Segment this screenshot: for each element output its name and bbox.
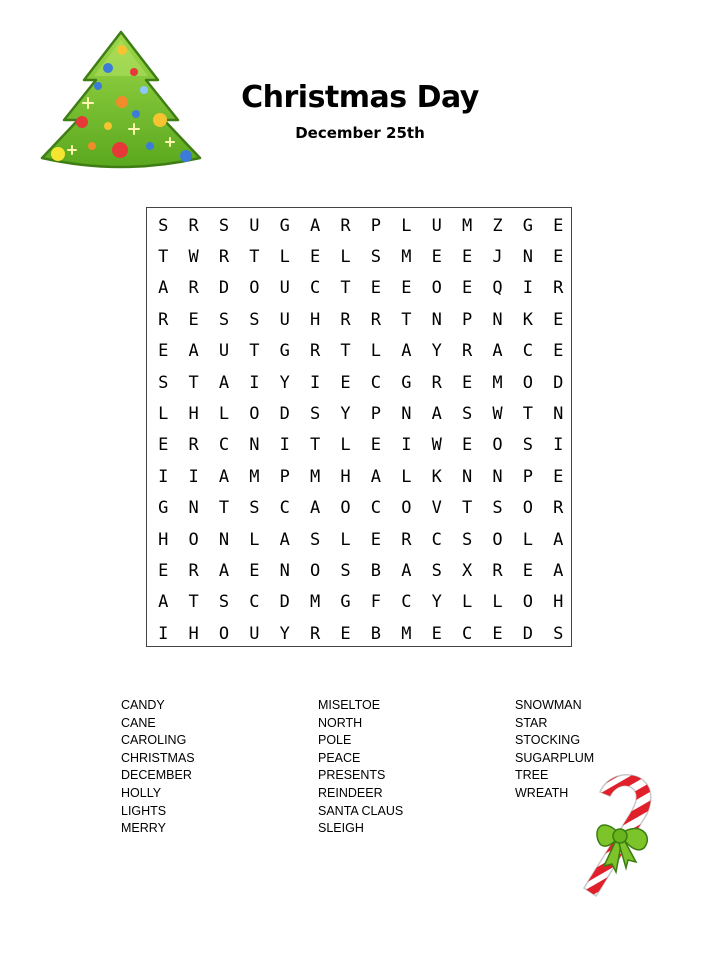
word-list-item: MISELTOE (318, 698, 381, 712)
grid-letter: C (310, 278, 321, 299)
grid-letter: R (370, 309, 382, 330)
grid-letter: L (218, 404, 230, 425)
grid-letter: U (249, 623, 260, 644)
grid-letter: N (188, 498, 199, 519)
grid-letter: L (340, 247, 351, 268)
grid-letter: A (158, 592, 169, 613)
grid-letter: A (218, 560, 230, 581)
grid-letter: E (431, 623, 442, 644)
grid-letter: E (553, 215, 564, 236)
grid-letter: L (492, 592, 503, 613)
grid-letter: O (431, 278, 442, 299)
grid-letter: Y (431, 592, 442, 613)
grid-letter: E (158, 560, 169, 581)
grid-letter: A (188, 341, 199, 362)
grid-letter: E (158, 435, 169, 456)
grid-letter: U (218, 341, 230, 362)
grid-letter: E (370, 278, 382, 299)
grid-letter: O (249, 278, 260, 299)
grid-letter: S (218, 309, 230, 330)
word-list-item: LIGHTS (121, 803, 167, 818)
grid-letter: E (461, 435, 473, 456)
grid-letter: D (279, 404, 290, 425)
grid-letter: L (340, 529, 351, 550)
grid-letter: O (188, 529, 199, 550)
grid-letter: G (279, 341, 290, 362)
grid-letter: S (310, 404, 321, 425)
grid-letter: A (279, 529, 290, 550)
word-list-item: REINDEER (318, 785, 383, 800)
grid-letter: I (158, 623, 169, 644)
word-list-item: PRESENTS (318, 768, 386, 783)
grid-letter: O (522, 592, 533, 613)
word-list-item: PEACE (318, 750, 361, 765)
grid-letter: C (522, 341, 533, 362)
grid-letter: A (218, 372, 230, 393)
grid-letter: A (310, 215, 321, 236)
grid-letter: E (461, 247, 473, 268)
grid-letter: S (461, 529, 473, 550)
grid-letter: L (279, 247, 290, 268)
word-list-item: CHRISTMAS (121, 750, 195, 765)
grid-letter: S (370, 247, 382, 268)
word-list-item: CANE (121, 715, 156, 730)
word-list-item: CANDY (121, 698, 165, 712)
grid-letter: L (249, 529, 260, 550)
grid-letter: A (310, 498, 321, 519)
word-list-item: SNOWMAN (515, 698, 582, 712)
grid-letter: M (461, 215, 473, 236)
grid-letter: T (461, 498, 473, 519)
word-list-item: WREATH (515, 785, 569, 800)
grid-letter: T (401, 309, 412, 330)
grid-letter: B (370, 623, 382, 644)
word-list-item: MERRY (121, 821, 166, 836)
grid-letter: I (158, 466, 169, 487)
grid-letter: I (279, 435, 290, 456)
grid-letter: U (431, 215, 442, 236)
grid-letter: S (310, 529, 321, 550)
grid-letter: S (431, 560, 442, 581)
word-search-grid (146, 207, 572, 647)
grid-letter: E (370, 529, 382, 550)
grid-letter: H (553, 592, 564, 613)
grid-letter: E (431, 247, 442, 268)
grid-letter: E (158, 341, 169, 362)
grid-letter: T (188, 372, 199, 393)
grid-letter: N (279, 560, 290, 581)
grid-letter: Y (279, 623, 290, 644)
grid-letter: Z (492, 215, 503, 236)
word-list-item: DECEMBER (121, 768, 192, 783)
word-list-column-2 (318, 697, 403, 838)
grid-letter: S (158, 372, 169, 393)
grid-letter: P (279, 466, 290, 487)
word-list-item: TREE (515, 768, 549, 783)
grid-letter: O (522, 498, 533, 519)
grid-letter: I (522, 278, 533, 299)
grid-letter: Y (431, 341, 442, 362)
grid-letter: P (370, 215, 382, 236)
grid-letter: R (492, 560, 503, 581)
grid-letter: A (553, 529, 564, 550)
grid-letter: R (188, 278, 199, 299)
grid-letter: J (492, 247, 503, 268)
grid-letter: N (431, 309, 442, 330)
grid-letter: N (522, 247, 533, 268)
grid-letter: A (431, 404, 442, 425)
grid-letter: L (370, 341, 382, 362)
word-list-item: NORTH (318, 715, 363, 730)
grid-letter: E (188, 309, 199, 330)
grid-letter: O (522, 372, 533, 393)
grid-letter: R (188, 215, 199, 236)
grid-letter: O (218, 623, 230, 644)
grid-letter: E (461, 372, 473, 393)
grid-letter: N (218, 529, 230, 550)
grid-letter: D (218, 278, 230, 299)
grid-letter: D (522, 623, 533, 644)
grid-letter: H (158, 529, 169, 550)
grid-letter: S (461, 404, 473, 425)
grid-letter: G (401, 372, 412, 393)
grid-letter: G (158, 498, 169, 519)
grid-letter: G (279, 215, 290, 236)
grid-letter: P (461, 309, 473, 330)
grid-letter: N (249, 435, 260, 456)
grid-letter: C (461, 623, 473, 644)
grid-letter: R (310, 623, 321, 644)
word-list-item: SLEIGH (318, 821, 364, 836)
grid-letter: H (340, 466, 351, 487)
grid-letter: R (340, 215, 351, 236)
grid-letter: E (522, 560, 533, 581)
grid-letter: S (522, 435, 533, 456)
grid-letter: A (370, 466, 382, 487)
grid-letter: E (492, 623, 503, 644)
grid-letter: L (401, 466, 412, 487)
page-subtitle: December 25th (295, 124, 425, 142)
grid-letter: E (553, 247, 564, 268)
grid-letter: W (431, 435, 442, 456)
grid-letter: C (370, 498, 382, 519)
grid-letter: T (158, 247, 169, 268)
grid-letter: V (431, 498, 442, 519)
grid-letter: P (522, 466, 533, 487)
grid-letter: W (492, 404, 503, 425)
grid-letter: X (461, 560, 473, 581)
grid-letter: T (249, 247, 260, 268)
grid-letter: O (492, 529, 503, 550)
grid-letter: A (218, 466, 230, 487)
grid-letter: U (279, 309, 290, 330)
grid-letter: M (310, 592, 321, 613)
grid-letter: U (279, 278, 290, 299)
grid-letter: S (553, 623, 564, 644)
grid-letter: R (188, 435, 199, 456)
grid-letter: G (522, 215, 533, 236)
grid-letter: R (340, 309, 351, 330)
grid-letter: C (401, 592, 412, 613)
grid-letter: S (158, 215, 169, 236)
grid-letter: W (188, 247, 199, 268)
grid-letter: I (188, 466, 199, 487)
grid-letter: N (492, 466, 503, 487)
grid-letter: O (310, 560, 321, 581)
grid-letter: H (310, 309, 321, 330)
grid-letter: A (401, 341, 412, 362)
word-list-item: STOCKING (515, 733, 581, 748)
grid-letter: Q (492, 278, 503, 299)
grid-letter: R (461, 341, 473, 362)
grid-letter: C (218, 435, 230, 456)
grid-letter: C (249, 592, 260, 613)
grid-letter: L (158, 404, 169, 425)
grid-letter: R (310, 341, 321, 362)
grid-letter: R (553, 278, 564, 299)
grid-letter: R (401, 529, 412, 550)
grid-letter: T (522, 404, 533, 425)
grid-letter: T (249, 341, 260, 362)
grid-letter: Y (279, 372, 290, 393)
grid-letter: R (188, 560, 199, 581)
grid-letter: S (492, 498, 503, 519)
grid-letter: E (553, 309, 564, 330)
grid-letter: O (249, 404, 260, 425)
grid-letter: C (370, 372, 382, 393)
word-list-item: HOLLY (121, 785, 162, 800)
grid-letter: N (461, 466, 473, 487)
grid-letter: O (340, 498, 351, 519)
grid-letter: F (370, 592, 382, 613)
grid-letter: E (553, 466, 564, 487)
grid-letter: K (522, 309, 533, 330)
candy-cane-icon (570, 770, 670, 900)
grid-letter: K (431, 466, 442, 487)
grid-letter: R (218, 247, 230, 268)
grid-letter: A (158, 278, 169, 299)
grid-letter: E (461, 278, 473, 299)
page-title: Christmas Day (241, 80, 479, 115)
grid-letter: S (218, 215, 230, 236)
grid-letter: S (340, 560, 351, 581)
grid-letter: E (340, 372, 351, 393)
word-list-item: CAROLING (121, 733, 187, 748)
grid-letter: B (370, 560, 382, 581)
grid-letter: M (492, 372, 503, 393)
word-list-item: POLE (318, 733, 352, 748)
grid-letter: E (340, 623, 351, 644)
grid-letter: E (401, 278, 412, 299)
grid-letter: T (310, 435, 321, 456)
grid-letter: S (218, 592, 230, 613)
grid-letter: E (553, 341, 564, 362)
grid-letter: M (310, 466, 321, 487)
word-list-item: SUGARPLUM (515, 750, 595, 765)
grid-letter: Y (340, 404, 351, 425)
word-list-item: SANTA CLAUS (318, 803, 404, 818)
grid-letter: C (279, 498, 290, 519)
grid-letter: L (340, 435, 351, 456)
grid-letter: T (218, 498, 230, 519)
grid-letter: H (188, 623, 199, 644)
grid-letter: T (340, 278, 351, 299)
grid-letter: R (553, 498, 564, 519)
grid-letter: G (340, 592, 351, 613)
grid-letter: I (310, 372, 321, 393)
grid-letter: O (492, 435, 503, 456)
grid-letter: P (370, 404, 382, 425)
grid-letter: I (249, 372, 260, 393)
grid-letter: E (249, 560, 260, 581)
grid-letter: U (249, 215, 260, 236)
grid-letter: C (431, 529, 442, 550)
grid-letter: S (249, 498, 260, 519)
grid-letter: M (249, 466, 260, 487)
grid-letter: T (188, 592, 199, 613)
grid-letter: M (401, 247, 412, 268)
grid-letter: R (431, 372, 442, 393)
grid-letter: T (340, 341, 351, 362)
word-list-item: STAR (515, 715, 548, 730)
grid-letter: E (310, 247, 321, 268)
word-list-column-1 (121, 697, 195, 838)
grid-letter: D (553, 372, 564, 393)
grid-letter: N (492, 309, 503, 330)
grid-letter: A (492, 341, 503, 362)
grid-letter: A (401, 560, 412, 581)
grid-letter: I (401, 435, 412, 456)
grid-letter: R (158, 309, 169, 330)
grid-letter: L (461, 592, 473, 613)
grid-letter: O (401, 498, 412, 519)
grid-letter: L (401, 215, 412, 236)
grid-letter: H (188, 404, 199, 425)
grid-letter: L (522, 529, 533, 550)
grid-letter: M (401, 623, 412, 644)
grid-letter: N (401, 404, 412, 425)
grid-letter: N (553, 404, 564, 425)
grid-letter: S (249, 309, 260, 330)
grid-letter: A (553, 560, 564, 581)
grid-letter: I (553, 435, 564, 456)
grid-letter: D (279, 592, 290, 613)
grid-letter: E (370, 435, 382, 456)
